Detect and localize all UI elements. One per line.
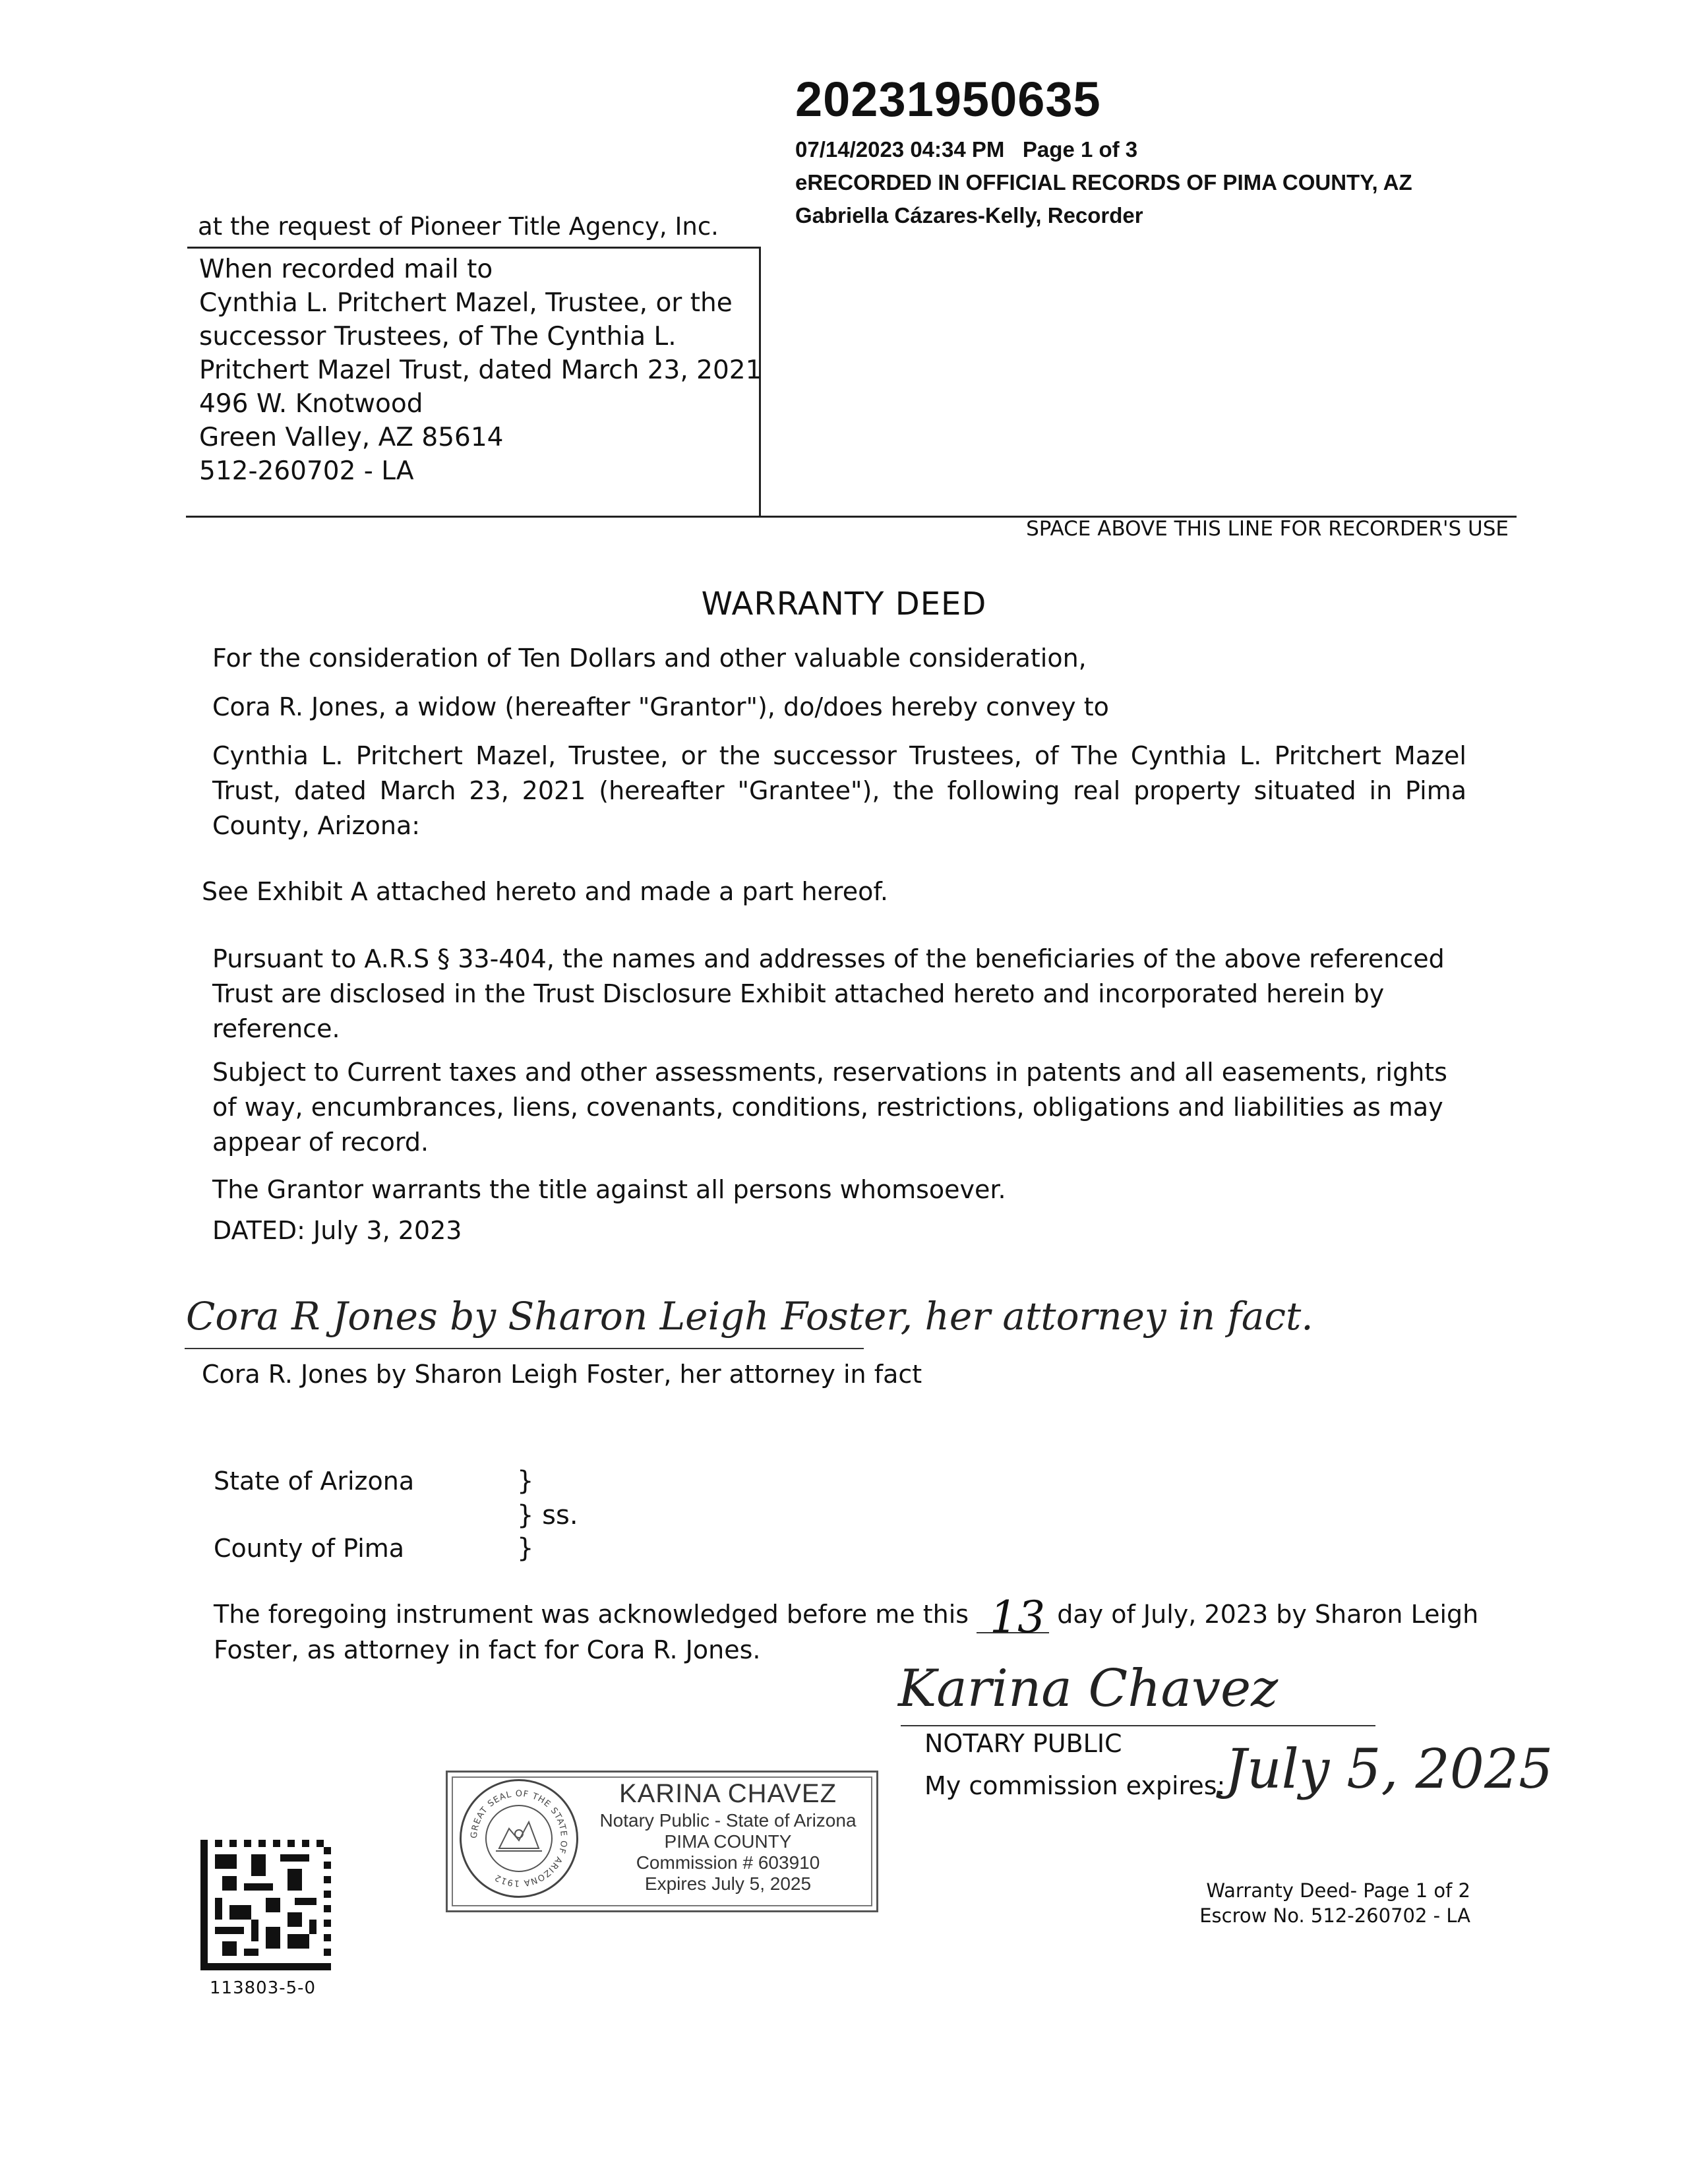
stamp-line: Notary Public - State of Arizona [599,1810,857,1831]
mail-to-line: Green Valley, AZ 85614 [199,423,504,452]
venue-brace: } [517,1466,534,1496]
acknowledgment-line-1 [214,1592,1479,1643]
notary-label: NOTARY PUBLIC [924,1729,1122,1758]
recording-timestamp [795,137,1137,162]
svg-text:GREAT SEAL OF THE STATE OF ARI: GREAT SEAL OF THE STATE OF ARIZONA 1912 [469,1788,569,1889]
mail-to-line: 496 W. Knotwood [199,389,423,419]
page-count: Page 1 of 3 [1022,137,1138,162]
pursuant-text: Pursuant to A.R.S § 33-404, the names and addresses of the beneficiaries of the above referenced Trust are disclosed in the Trust Disclosure Exhibit attached hereto and incorporated herein by reference. [212,944,1445,1043]
document-title: WARRANTY DEED [701,586,987,622]
recorder-space-note: SPACE ABOVE THIS LINE FOR RECORDER'S USE [1026,517,1509,541]
ack-day-handwritten: 13 [990,1592,1046,1643]
ack-day-blank [977,1592,1049,1643]
subject-text: Subject to Current taxes and other assessments, reservations in patents and all easements, rights of way, encumbrances, liens, covenants, conditions, restrictions, obligations and liabilities as may appear of record. [212,1058,1447,1157]
mail-to-line: Pritchert Mazel Trust, dated March 23, 2021 [199,355,762,385]
venue-brace: } [517,1533,534,1563]
footer-page: Warranty Deed- Page 1 of 2 [1206,1879,1470,1902]
stamp-text-block [586,1778,870,1895]
exhibit-text: See Exhibit A attached hereto and made a part hereof. [202,877,889,906]
mail-to-heading: When recorded mail to [199,255,493,284]
document-number: 20231950635 [795,72,1101,127]
recording-office: eRECORDED IN OFFICIAL RECORDS OF PIMA COUNTY, AZ [795,170,1412,195]
dated-text: DATED: July 3, 2023 [212,1216,462,1245]
seal-graphic [463,1782,575,1895]
data-matrix-barcode [200,1840,331,1970]
venue-county: County of Pima [214,1534,405,1563]
grantor-text: Cora R. Jones, a widow (hereafter "Grantor"), do/does hereby convey to [212,692,1109,721]
ack-before: The foregoing instrument was acknowledged before me this [214,1600,969,1629]
commission-expires-handwritten: July 5, 2025 [1225,1738,1553,1801]
stamp-line: PIMA COUNTY [664,1831,792,1852]
grantor-handwritten-signature: Cora R Jones by Sharon Leigh Foster, her attorney in fact. [186,1294,1313,1339]
ack-after: day of July, 2023 by Sharon Leigh [1057,1600,1479,1629]
acknowledgment-line-2: Foster, as attorney in fact for Cora R. Jones. [214,1635,761,1664]
footer-escrow: Escrow No. 512-260702 - LA [1199,1904,1470,1927]
mail-to-line: Cynthia L. Pritchert Mazel, Trustee, or the [199,288,733,318]
mail-to-line: successor Trustees, of The Cynthia L. [199,322,677,351]
stamp-name: KARINA CHAVEZ [618,1779,837,1808]
mail-to-line: 512-260702 - LA [199,456,414,486]
mail-to-box [187,247,761,516]
stamp-line: Commission # 603910 [636,1852,820,1873]
venue-ss: } ss. [517,1500,578,1531]
commission-expires-label: My commission expires: [924,1771,1226,1800]
venue-state: State of Arizona [214,1467,415,1496]
consideration-text: For the consideration of Ten Dollars and other valuable consideration, [212,644,1087,673]
signature-line [185,1348,864,1349]
barcode-graphic [200,1840,331,1970]
state-seal [460,1779,578,1898]
notary-handwritten-signature: Karina Chavez [898,1659,1279,1718]
warrants-text: The Grantor warrants the title against all persons whomsoever. [212,1175,1006,1204]
notary-stamp [446,1771,878,1912]
grantee-text: Cynthia L. Pritchert Mazel, Trustee, or the successor Trustees, of The Cynthia L. Pritchert Mazel Trust, dated March 23, 2021 (hereafter "Grantee"), the following real property situated in Pima County, Arizona: [212,741,1466,840]
request-line: at the request of Pioneer Title Agency, Inc. [198,212,719,241]
barcode-id: 113803-5-0 [210,1978,316,1998]
grantor-printed-name: Cora R. Jones by Sharon Leigh Foster, her attorney in fact [202,1360,922,1389]
timestamp: 07/14/2023 04:34 PM [795,137,1005,162]
stamp-line: Expires July 5, 2025 [644,1873,812,1894]
recorder-name: Gabriella Cázares-Kelly, Recorder [795,203,1143,228]
